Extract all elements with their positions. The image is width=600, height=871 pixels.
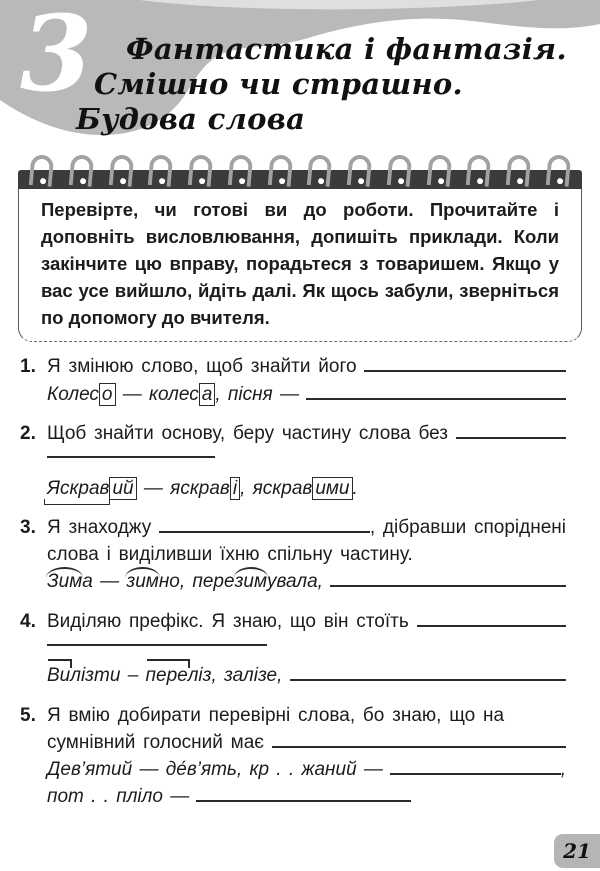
- exercise-line: [47, 786, 566, 813]
- boxed-ending: о: [99, 383, 116, 406]
- spiral-ring-icon: [148, 154, 174, 187]
- exercise-line: [47, 544, 566, 571]
- spiral-ring-icon: [108, 154, 134, 187]
- stem-bracket-marked-text: Яскрав: [47, 478, 110, 499]
- example-text-segment: увала,: [267, 571, 331, 592]
- blank-field: [456, 431, 566, 439]
- exercise-item: [20, 705, 566, 813]
- exercise-item: [20, 356, 566, 410]
- exercise-line: [47, 705, 566, 732]
- prefix-marked-text: пере: [145, 665, 188, 686]
- example-text-segment: .: [352, 478, 358, 499]
- boxed-ending: а: [199, 383, 216, 406]
- spiral-ring-icon: [68, 154, 94, 187]
- chapter-title-line: Смішно чи страшно.: [94, 67, 463, 101]
- exercise-line: [47, 450, 566, 477]
- root-arc-marked-text: Зим: [47, 571, 83, 592]
- blank-field: [47, 450, 215, 458]
- blank-field: [159, 525, 370, 533]
- example-text-segment: ліз, залізе,: [187, 665, 290, 686]
- example-text-segment: — яскрав: [136, 478, 230, 499]
- root-arc-marked-text: зим: [234, 571, 268, 592]
- example-text-segment: но, пере: [158, 571, 235, 592]
- note-box-body: [18, 189, 582, 342]
- spiral-ring-icon: [426, 154, 452, 187]
- chapter-title: [76, 32, 567, 137]
- text-segment: Я вмію добирати перевірні слова, бо знаю, що на: [47, 705, 505, 726]
- blank-field: [330, 579, 566, 587]
- page-number-tab: [554, 834, 600, 868]
- exercise-item: [20, 611, 566, 692]
- spiral-ring-icon: [188, 154, 214, 187]
- exercise-number: 1.: [20, 356, 36, 377]
- example-text-segment: Колес: [47, 384, 99, 405]
- exercise-line: [47, 638, 566, 665]
- page-number: 21: [563, 839, 591, 863]
- page-header: [0, 0, 600, 140]
- blank-field: [364, 364, 566, 372]
- text-segment: , дібравши споріднені: [369, 517, 566, 538]
- example-text-segment: , пісня —: [215, 384, 307, 405]
- blank-field: [417, 619, 566, 627]
- exercise-number: 2.: [20, 423, 36, 444]
- chapter-number: 3: [20, 0, 93, 115]
- spiral-ring-icon: [546, 154, 572, 187]
- notebook-note-box: [18, 170, 582, 342]
- root-arc-marked-text: зим: [126, 571, 159, 592]
- exercise-item: [20, 423, 566, 504]
- blank-field: [196, 794, 411, 802]
- boxed-ending: ий: [109, 477, 136, 500]
- text-segment: Виділяю префікс. Я знаю, що він стоїть: [47, 611, 417, 632]
- spiral-ring-icon: [466, 154, 492, 187]
- example-text-segment: Дев’ятий — де́в’ять, кр . . жаний —: [47, 759, 391, 780]
- example-text-segment: а —: [82, 571, 127, 592]
- exercise-line: [47, 423, 566, 450]
- example-text-segment: — колес: [115, 384, 199, 405]
- exercise-line: [47, 383, 566, 410]
- boxed-ending: і: [230, 477, 240, 500]
- blank-field: [306, 392, 566, 400]
- text-segment: Я змінюю слово, щоб знайти його: [47, 356, 365, 377]
- blank-field: [272, 740, 566, 748]
- note-box-text: Перевірте, чи готові ви до роботи. Прочитайте і доповніть висловлювання, допишіть приклади. Коли закінчите цю вправу, порадьтеся з товаришем. Якщо у вас усе вийшло, йдіть далі. Як щось забули, зверніться по допомогу до вчителя.: [41, 199, 559, 328]
- text-segment: Я знаходжу: [47, 517, 159, 538]
- boxed-ending: ими: [312, 477, 352, 500]
- exercise-number: 4.: [20, 611, 36, 632]
- example-text-segment: пот . . пліло —: [47, 786, 197, 807]
- text-segment: Щоб знайти основу, беру частину слова без: [47, 423, 456, 444]
- blank-field: [47, 638, 267, 646]
- example-text-segment: , яскрав: [240, 478, 313, 499]
- blank-field: [390, 767, 561, 775]
- chapter-title-line: Фантастика і фантазія.: [126, 32, 567, 66]
- example-text-segment: ,: [560, 759, 566, 780]
- spiral-ring-icon: [387, 154, 413, 187]
- exercise-line: [47, 477, 566, 504]
- example-text-segment: лізти –: [70, 665, 146, 686]
- exercise-line: [47, 732, 566, 759]
- exercise-line: [47, 665, 566, 692]
- exercise-item: [20, 517, 566, 598]
- spiral-ring-icon: [267, 154, 293, 187]
- exercise-line: [47, 611, 566, 638]
- exercise-line: [47, 571, 566, 598]
- prefix-marked-text: Ви: [47, 665, 71, 686]
- spiral-ring-icon: [506, 154, 532, 187]
- notebook-binding-bar: [18, 170, 582, 189]
- blank-field: [290, 673, 566, 681]
- spiral-ring-icon: [29, 154, 55, 187]
- exercise-number: 3.: [20, 517, 36, 538]
- exercise-line: [47, 356, 566, 383]
- exercise-number: 5.: [20, 705, 36, 726]
- spiral-ring-icon: [307, 154, 333, 187]
- spiral-ring-icon: [228, 154, 254, 187]
- exercise-line: [47, 517, 566, 544]
- spiral-ring-icon: [347, 154, 373, 187]
- exercise-line: [47, 759, 566, 786]
- text-segment: слова і виділивши їхню спільну частину.: [47, 544, 413, 565]
- chapter-title-line: Будова слова: [76, 102, 306, 136]
- text-segment: сумнівний голосний має: [47, 732, 272, 753]
- exercise-list: [20, 356, 566, 813]
